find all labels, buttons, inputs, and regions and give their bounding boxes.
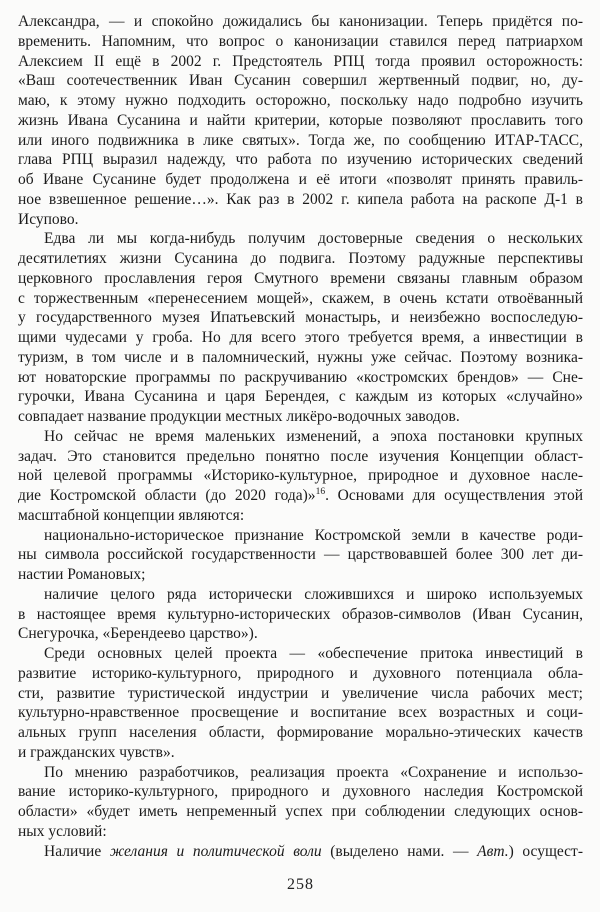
text-run: или иного подвижника в лике святых». Тогда же, по сообщению ИТАР-ТАСС, — [18, 131, 583, 149]
text-line — [18, 743, 583, 763]
text-run: гурочки, Ивана Сусанина и царя Берендея, с каждым из которых «случайно» — [18, 388, 583, 406]
text-run: церковного прославления героя Смутного времени связаны главным образом — [18, 269, 583, 287]
text-line — [18, 52, 583, 72]
text-line — [18, 486, 583, 506]
text-run: Наличие — [44, 842, 110, 860]
text-run: Но сейчас не время маленьких изменений, а эпоха постановки крупных — [44, 427, 583, 445]
text-line — [18, 407, 583, 427]
text-run: ной целевой программы «Историко-культурное, природное и духовное насле- — [18, 467, 583, 485]
text-run: Александра, — и спокойно дожидались бы канонизации. Теперь придётся по- — [18, 13, 583, 30]
text-run: совпадает название продукции местных ликёро-водочных заводов. — [18, 408, 460, 425]
text-run: жизнь Ивана Сусанина и найти критерии, которые позволяют прославить того — [18, 111, 583, 129]
footnote-ref-16: 16 — [315, 487, 326, 497]
text-line — [18, 427, 583, 447]
text-line — [18, 348, 583, 368]
text-block — [18, 12, 583, 861]
text-run: в настоящее время культурно-исторических образов-символов (Иван Сусанин, — [18, 605, 583, 623]
text-line — [18, 703, 583, 723]
text-run: наличие целого ряда исторически сложившихся и широко используемых — [44, 585, 583, 603]
text-run: области» «будет иметь непременный успех при соблюдении следующих основ- — [18, 803, 583, 820]
text-run: ных условий: — [18, 822, 107, 840]
text-line — [18, 289, 583, 309]
text-line — [18, 150, 583, 170]
text-line — [18, 249, 583, 269]
text-line — [18, 585, 583, 605]
text-run: дие Костромской области (до 2020 года)» — [18, 487, 316, 504]
text-run: национально-историческое признание Костромской земли в качестве роди- — [44, 526, 583, 544]
text-run: с торжественным «перенесением мощей», скажем, в очень кстати отвоёванный — [18, 289, 583, 307]
text-line — [18, 328, 583, 348]
text-line — [18, 308, 583, 328]
text-line — [18, 210, 583, 230]
text-line — [18, 368, 583, 388]
text-line — [18, 12, 583, 32]
text-run: развитие историко-культурного, природного и духовного потенциала обла- — [18, 664, 583, 682]
text-run: задач. Это становится предельно понятно после изучения Концепции област- — [18, 447, 583, 465]
text-run: маю, к этому нужно подходить осторожно, поскольку надо подробно изучить — [18, 92, 583, 109]
text-line — [18, 624, 583, 644]
text-run: альных групп населения области, формирование морально-этических качеств — [18, 724, 583, 741]
text-run: Едва ли мы когда-нибудь получим достоверные сведения о нескольких — [44, 230, 583, 248]
text-run: ное взвешенное решение…». Как раз в 2002 г. кипела работа на раскопе Д-1 в — [18, 190, 583, 208]
text-line — [18, 387, 583, 407]
text-line — [18, 229, 583, 249]
text-run: у государственного музея Ипатьевский монастырь, и неизбежно воспоследую- — [18, 309, 583, 327]
text-line — [18, 190, 583, 210]
text-run: сти, развитие туристической индустрии и увеличение числа рабочих мест; — [18, 684, 583, 702]
text-line — [18, 723, 583, 743]
text-line — [18, 91, 583, 111]
page-number: 258 — [287, 876, 314, 894]
text-run: Исупово. — [18, 210, 79, 228]
text-run: об Иване Сусанине будет продолжена и её итоги «позволят принять правиль- — [18, 171, 583, 188]
text-run: глава РПЦ выразил надежду, что работа по изучению исторических сведений — [18, 151, 583, 169]
text-run: По мнению разработчиков, реализация проекта «Сохранение и использо- — [44, 763, 583, 781]
text-line — [18, 111, 583, 131]
text-line — [18, 782, 583, 802]
text-line — [18, 269, 583, 289]
text-run: ) осущест- — [508, 842, 583, 860]
text-line — [18, 605, 583, 625]
text-line — [18, 802, 583, 822]
text-line — [18, 545, 583, 565]
text-run: Среди основных целей проекта — «обеспечение притока инвестиций в — [44, 645, 583, 662]
text-run: настии Романовых; — [18, 566, 146, 583]
text-line — [18, 170, 583, 190]
text-line — [18, 763, 583, 783]
text-line — [18, 526, 583, 546]
text-run: ны символа российской государственности — царствовавшей более 300 лет ди- — [18, 546, 583, 564]
text-run: Снегурочка, «Берендеево царство»). — [18, 625, 258, 643]
emphasis-text-run: Авт. — [477, 842, 509, 860]
text-run: вание историко-культурного, природного и духовного наследия Костромской — [18, 783, 583, 801]
text-line — [18, 447, 583, 467]
text-line — [18, 565, 583, 585]
text-line — [18, 822, 583, 842]
text-run: десятилетиях жизни Сусанина до подвига. Поэтому радужные перспективы — [18, 250, 583, 267]
text-run: масштабной концепции являются: — [18, 506, 245, 524]
text-line — [18, 32, 583, 52]
text-run: (выделено нами. — — [321, 842, 478, 860]
text-run: временить. Напомним, что вопрос о канонизации ставился перед патриархом — [18, 32, 583, 50]
text-line — [18, 684, 583, 704]
emphasis-text-run: желания и политической воли — [109, 842, 322, 860]
text-run: культурно-нравственное просвещение и воспитание всех возрастных и соци- — [18, 704, 583, 722]
text-line — [18, 664, 583, 684]
text-line — [18, 644, 583, 664]
text-run: . Основами для осуществления этой — [325, 487, 583, 504]
text-line — [18, 506, 583, 526]
text-run: щими чудесами у гроба. Но для всего этого требуется время, а инвестиции в — [18, 329, 583, 346]
text-line — [18, 466, 583, 486]
text-run: Алексием II ещё в 2002 г. Предстоятель РПЦ тогда проявил осторожность: — [18, 52, 583, 70]
text-run: «Ваш соотечественник Иван Сусанин совершил жертвенный подвиг, но, ду- — [18, 72, 583, 90]
text-run: ют новаторские программы по раскручиванию «костромских брендов» — Сне- — [18, 368, 583, 386]
text-run: туризм, в том числе и в паломнический, нужны уже сейчас. Поэтому возника- — [18, 348, 583, 366]
text-line — [18, 131, 583, 151]
text-line — [18, 71, 583, 91]
text-line — [18, 842, 583, 862]
text-run: и гражданских чувств». — [18, 743, 175, 761]
